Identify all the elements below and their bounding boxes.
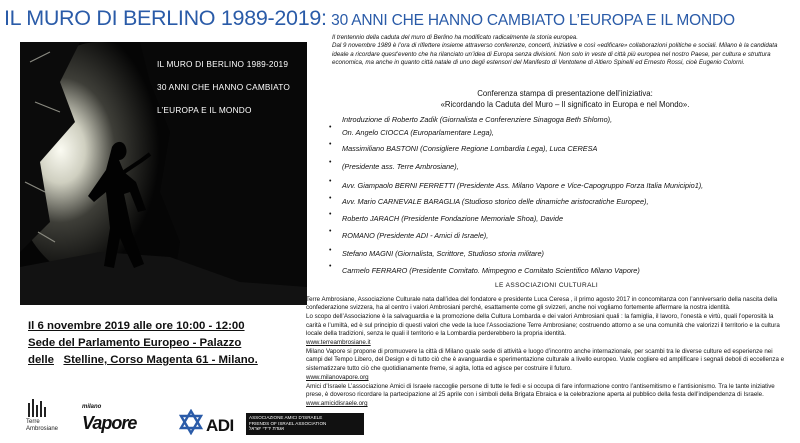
- speaker-item: ROMANO (Presidente ADI - Amici di Israele),: [342, 231, 489, 240]
- milano-vapore-logo: [82, 404, 137, 434]
- vapore-link[interactable]: www.milanovapore.org: [306, 373, 369, 381]
- intro-line: Il trentennio della caduta del muro di Berlino ha modificato radicalmente la storia europea.: [332, 34, 578, 41]
- speaker-item: Avv. Giampaolo BERNI FERRETTI (Presidente Ass. Milano Vapore e Vice-Capogruppo Forza Italia Municipio1),: [342, 181, 704, 190]
- associations-text: [306, 296, 786, 410]
- event-venue: Sede del Parlamento Europeo - Palazzo: [28, 337, 242, 349]
- bullet: •: [329, 211, 332, 218]
- bullet: •: [329, 195, 332, 202]
- event-address-b: Stelline, Corso Magenta 61 - Milano.: [63, 354, 258, 366]
- terre-logo-text-2: Ambrosiane: [26, 425, 59, 432]
- vapore-logo-big: Vapore: [82, 413, 137, 433]
- bullet: •: [329, 178, 332, 185]
- conference-heading: [420, 88, 710, 110]
- bullet: •: [329, 228, 332, 235]
- speaker-item: Roberto JARACH (Presidente Fondazione Memoriale Shoa), Davide: [342, 214, 564, 223]
- photo-caption-1: IL MURO DI BERLINO 1989-2019: [157, 59, 289, 69]
- photo-caption-2: 30 ANNI CHE HANNO CAMBIATO: [157, 82, 291, 92]
- associations-title: LE ASSOCIAZIONI CULTURALI: [495, 282, 599, 289]
- conference-line-2: «Ricordando la Caduta del Muro – Il significato in Europa e nel Mondo».: [440, 100, 690, 110]
- event-address-a: delle: [28, 354, 54, 366]
- terre-ambrosiane-icon: [20, 397, 66, 419]
- speaker-item: Introduzione di Roberto Zadik (Giornalista e Conferenziere Sinagoga Beth Shlomo),: [342, 115, 613, 124]
- terre-logo-text-1: Terre: [26, 419, 40, 425]
- intro-paragraph: Dal 9 novembre 1989 è l’ora di riflettere insieme attraverso conferenze, concerti, iniziative e così «edificare» collaborazioni politiche e sociali. Milano è la candidata ideale a ricordare quest’evento che ha rilanciato un’idea di Europa senza divisioni. Non solo in veste di città più europea nel nostro Paese, per cultura e struttura economica, ma anche in quanto città natale di uno degli estensori del Manifesto di Ventotene di Altiero Spinelli ed Ernesto Rossi, cioè Eugenio Colorni.: [332, 42, 778, 66]
- page-title: [4, 6, 735, 31]
- photo-caption-3: L’EUROPA E IL MONDO: [157, 105, 252, 115]
- adi-logo-word: ADI: [206, 416, 234, 435]
- vapore-paragraph: Milano Vapore si propone di promuovere la città di Milano quale sede di attività e luogo d’incontro anche internazionale, per scambi tra le diverse culture ed esperienze nei campi del Tempo Libero, del Design e di tutto ciò che è avanguardia e sperimentazione culturale a livello europeo. Vuole cogliere ed amplificare i segnali deboli di eccellenza e sistematizzare tutto ciò che quotidianamente freme, si agita, lotta ed agisce per costruire il futuro.: [306, 348, 785, 372]
- speaker-item: Avv. Mario CARNEVALE BARAGLIA (Studioso storico delle dinamiche aristocratiche Europee),: [342, 197, 649, 206]
- speaker-item: Stefano MAGNI (Giornalista, Scrittore, Studioso storia militare): [342, 249, 544, 258]
- bullet: •: [329, 124, 332, 131]
- terre-link[interactable]: www.terreambrosiane.it: [306, 339, 371, 347]
- speaker-item: (Presidente ass. Terre Ambrosiane),: [342, 162, 459, 171]
- speaker-item: On. Angelo CIOCCA (Europarlamentare Lega),: [342, 128, 494, 137]
- title-sub: 30 ANNI CHE HANNO CAMBIATO L’EUROPA E IL MONDO: [331, 12, 735, 29]
- adi-paragraph: Amici d’Israele L’associazione Amici di Israele raccoglie persone di tutte le fedi e si occupa di fare informazione contro l’antisemitismo e l’antisionismo. Tra le tante iniziative prese, è doveroso ricordare la partecipazione al 25 aprile con i simboli della Brigata Ebraica e la celebrazione aperta al pubblico della festa dell’indipendenza di Israele.: [306, 383, 775, 399]
- star-of-david-icon: [178, 409, 204, 435]
- bullet: •: [329, 247, 332, 254]
- adi-box-line-3: אגודת ידידי ישראל: [249, 426, 285, 432]
- berlin-wall-photo: [20, 42, 307, 305]
- vapore-logo-small: milano: [82, 404, 102, 410]
- event-details: [28, 318, 258, 369]
- adi-logo-box: [246, 413, 364, 435]
- adi-box-line-1: ASSOCIAZIONE AMICI D’ISRAELE: [249, 415, 323, 420]
- intro-text: [332, 34, 784, 67]
- title-main: IL MURO DI BERLINO 1989-2019:: [4, 6, 327, 30]
- adi-box-line-2: FRIENDS OF ISRAEL ASSOCIATION: [249, 420, 327, 426]
- bullet: •: [329, 141, 332, 148]
- speaker-item: Massimiliano BASTONI (Consigliere Regione Lombardia Lega), Luca CERESA: [342, 144, 598, 153]
- terre-ambrosiane-logo: [20, 397, 66, 433]
- terre-paragraph-2: Lo scopo dell’Associazione è la salvaguardia e la promozione della Cultura Lombarda e dei valori Ambrosiani quali : la famiglia, il lavoro, l’onestà e virtù, quali l’operosità la carità e l’umiltà, ed è sul principio di questi valori che vede la luce l’Associazione Terre Ambrosiane; costruendo attorno a se una comunità che valorizzi il territorio e la cultura locale della tradizioni, senza le quali il territorio e la Lombardia perderebbero la propria identità.: [306, 313, 780, 337]
- bullet: •: [329, 159, 332, 166]
- speaker-item: Carmelo FERRARO (Presidente Comitato. Mimpegno e Comitato Scientifico Milano Vapore): [342, 266, 640, 275]
- event-date: Il 6 novembre 2019 alle ore 10:00 - 12:00: [28, 320, 245, 332]
- terre-paragraph-1: Terre Ambrosiane, Associazione Culturale nata dall’idea del fondatore e presidente Luca Ceresa , il primo agosto 2017 in concomitanza con l’anniversario della nascita della confederazione svizzera, ha al centro i valori Ambrosiani perché, esattamente come gli svizzeri, anche noi vogliamo fortemente affermare la nostra identità.: [306, 296, 778, 312]
- adi-link[interactable]: www.amicidisraele.org: [306, 400, 368, 408]
- bullet: •: [329, 263, 332, 270]
- conference-line-1: Conferenza stampa di presentazione dell’iniziativa:: [477, 89, 653, 98]
- event-address: [28, 352, 258, 369]
